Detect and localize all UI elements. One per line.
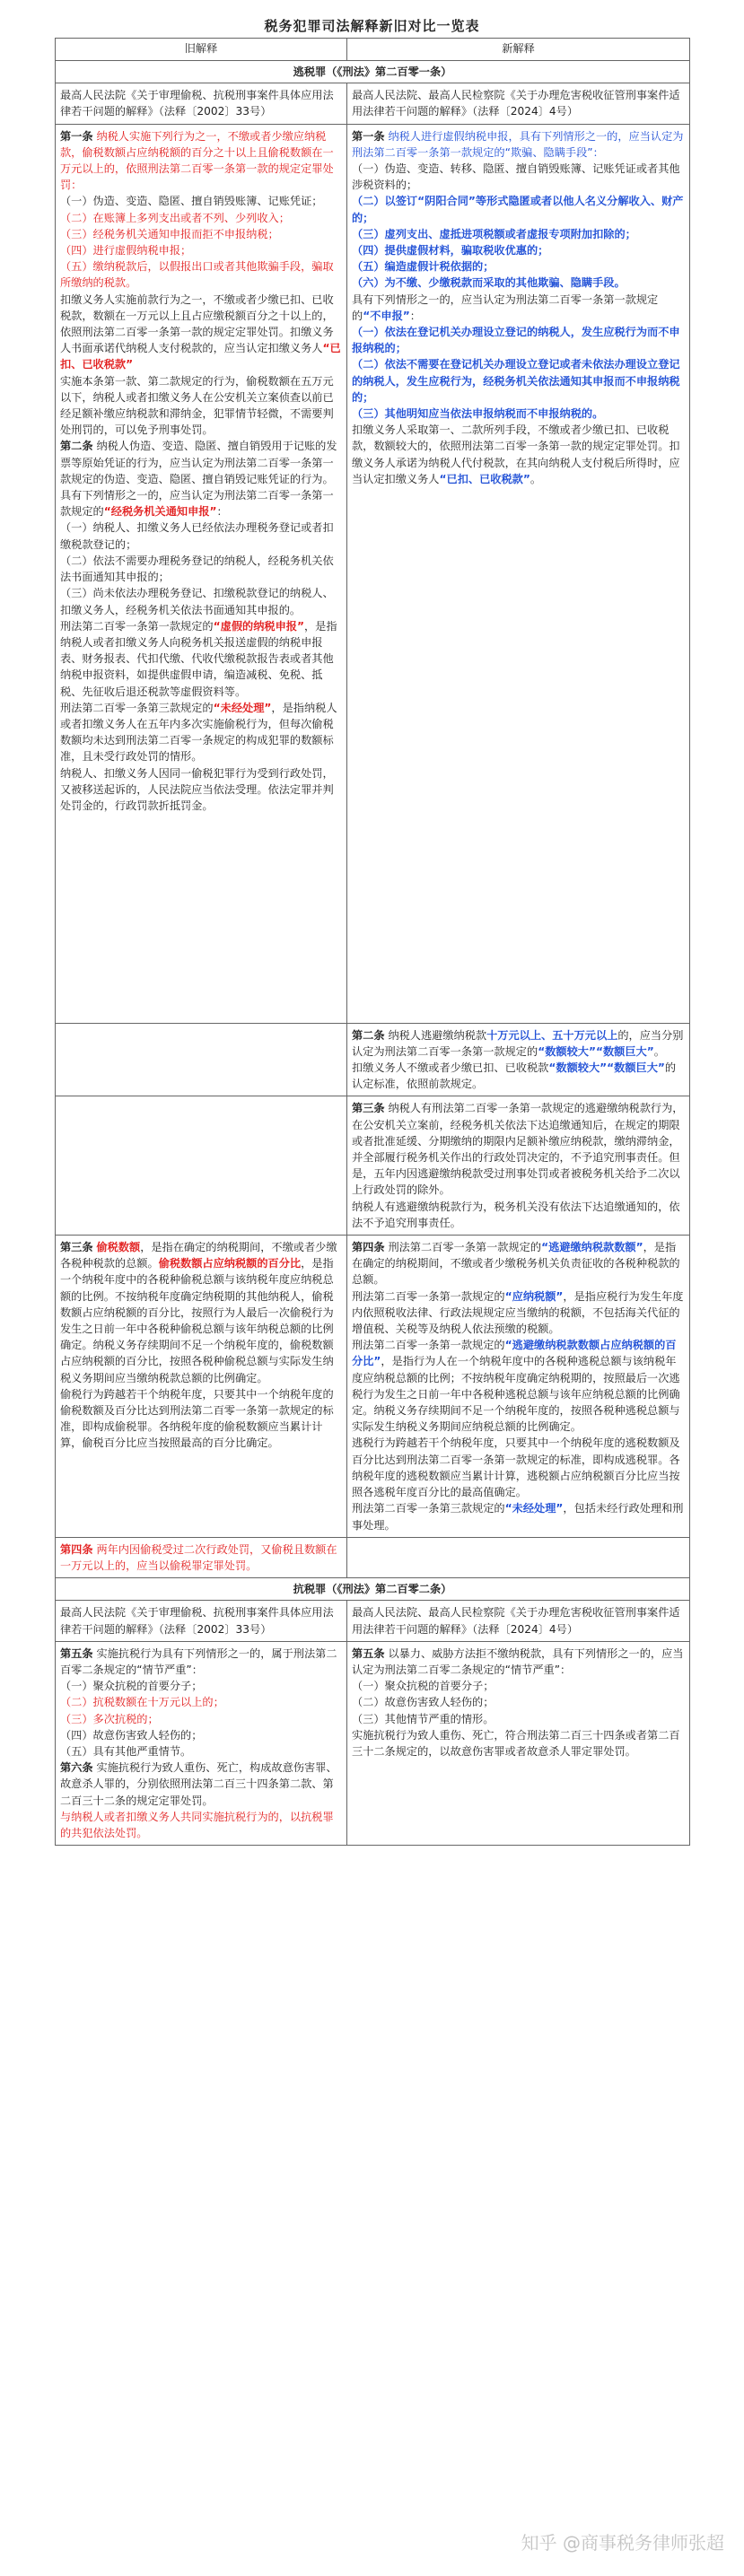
- old-art1-head: 第一条: [60, 129, 93, 143]
- old-art1-lead: 纳税人实施下列行为之一，不缴或者少缴应纳税款，偷税数额占应纳税额的百分之十以上且偷税数额在一万元以上的，依照刑法第二百零一条第一款的规定定罪处罚：: [60, 129, 334, 192]
- new-art4-p3b: “逃避缴纳税款数额占应纳税额的百分比”: [352, 1339, 677, 1368]
- old-art2-p11: 纳税人、扣缴义务人因同一偷税犯罪行为受到行政处罚，又被移送起诉的，人民法院应当依法受理。依法定罪并判处罚金的，行政罚款折抵罚金。: [60, 766, 334, 812]
- list-item: （二）在账簿上多列支出或者不列、少列收入；: [60, 211, 290, 224]
- table-row: [56, 1023, 690, 1096]
- list-item: （三）经税务机关通知申报而拒不申报纳税；: [60, 227, 279, 240]
- list-item: （三）其他明知应当依法申报纳税而不申报纳税的。: [352, 407, 604, 421]
- new-art5-lead: 以暴力、威胁方法拒不缴纳税款，具有下列情形之一的，应当认定为刑法第二百零二条规定的“情节严重”：: [352, 1646, 684, 1676]
- new-art4-p1c: ，是指在确定的纳税期间，不缴或者少缴税务机关负责征收的各税种税款的总额。: [352, 1241, 680, 1287]
- new-article-5: [347, 1641, 690, 1845]
- source-row: [56, 1601, 690, 1641]
- old-article-4: [56, 1537, 347, 1577]
- list-item: （二）抗税数额在十万元以上的；: [60, 1696, 224, 1709]
- old-art3-head: 第三条: [60, 1241, 93, 1254]
- source-old: 最高人民法院《关于审理偷税、抗税刑事案件具体应用法律若干问题的解释》（法释〔2002〕33号）: [56, 83, 347, 124]
- new-art2-p2a: 扣缴义务人不缴或者少缴已扣、已收税款: [352, 1061, 549, 1075]
- list-item: （五）编造虚假计税依据的；: [352, 260, 495, 274]
- list-item: （三）尚未依法办理税务登记、扣缴税款登记的纳税人、扣缴义务人，经税务机关依法书面通知其申报的。: [60, 587, 334, 616]
- list-item: （四）故意伤害致人轻伤的；: [60, 1728, 203, 1742]
- new-article-4: [347, 1236, 690, 1538]
- watermark: 知乎 @商事税务律师张超: [521, 2532, 724, 2554]
- new-art3-head: 第三条: [352, 1102, 385, 1115]
- old-art3-p1a: ，是指在确定的纳税期间，不缴或者少缴各税种税款的总额。: [60, 1241, 337, 1271]
- new-art4-p2b: “应纳税额”: [504, 1289, 564, 1303]
- new-art1-p2b: “不申报”: [363, 309, 410, 322]
- new-art1-lead: 纳税人进行虚假纳税申报，具有下列情形之一的，应当认定为刑法第二百零一条第一款规定的“欺骗、隐瞒手段”：: [352, 129, 684, 159]
- old-art2-p10b: “未经处理”: [213, 701, 272, 714]
- source-row: [56, 83, 690, 124]
- new-art2-p1c: 的，应当分别认定为刑法第二百零一条第一款规定的: [352, 1028, 684, 1058]
- new-art1-p2a: 具有下列情形之一的，应当认定为刑法第二百零一条第一款规定的: [352, 293, 659, 322]
- list-item: （一）伪造、变造、隐匿、擅自销毁账簿、记账凭证；: [60, 195, 323, 208]
- new-art5-p2: 实施抗税行为致人重伤、死亡，符合刑法第二百三十四条或者第二百三十二条规定的，以故意伤害罪或者故意杀人罪定罪处罚。: [352, 1728, 680, 1758]
- old-art6-body: 实施抗税行为致人重伤、死亡，构成故意伤害罪、故意杀人罪的，分别依照刑法第二百三十四条第二款、第二百三十二条的规定定罪处罚。: [60, 1761, 337, 1807]
- comparison-table: [55, 38, 690, 1846]
- old-art2-p5b: “经税务机关通知申报”: [103, 505, 217, 519]
- old-art2-p10a: 刑法第二百零一条第三款规定的: [60, 701, 214, 714]
- header-old: 旧解释: [56, 39, 347, 61]
- new-art4-p3c: ，是指行为人在一个纳税年度中的各税种逃税总额与该纳税年度应纳税总额的比例；不按纳税年度确定纳税期的，按照最后一次逃税行为发生之日前一年中各税种逃税总额与该年应纳税总额的比例确定。纳税义务存续期间不足一个纳税年度的，按照各税种逃税总额与实际发生纳税义务期间应纳税总额的比例确定。: [352, 1355, 680, 1434]
- new-art5-head: 第五条: [352, 1646, 385, 1660]
- table-row: [56, 124, 690, 1023]
- table-row: [56, 1641, 690, 1845]
- old-art2-p5a: 具有下列情形之一的，应当认定为刑法第二百零一条第一款规定的: [60, 489, 334, 519]
- document-title: 税务犯罪司法解释新旧对比一览表: [264, 18, 480, 34]
- new-art1-p6a: 扣缴义务人采取第一、二款所列手段，不缴或者少缴已扣、已收税款，数额较大的，依照刑法第二百零一条第一款的规定定罪处罚。扣缴义务人承诺为纳税人代付税款，在其向纳税人支付税后所得时，应当认定扣缴义务人: [352, 424, 680, 485]
- new-art4-p5a: 刑法第二百零一条第三款规定的: [352, 1502, 505, 1515]
- new-art3-p1: 纳税人有刑法第二百零一条第一款规定的逃避缴纳税款行为，在公安机关立案前，经税务机关依法下达追缴通知后，在规定的期限或者批准延缓、分期缴纳的期限内足额补缴应纳税款，缴纳滞纳金，并全部履行税务机关作出的行政处罚决定的，不予追究刑事责任。但是，五年内因逃避缴纳税款受过刑事处罚或者被税务机关给予二次以上行政处罚的除外。: [352, 1102, 684, 1197]
- new-article-3: [347, 1096, 690, 1236]
- header-new: 新解释: [347, 39, 690, 61]
- new-art2-p1a: 纳税人逃避缴纳税款: [388, 1028, 487, 1042]
- table-row: [56, 1096, 690, 1236]
- old-art3-p1c: ，是指一个纳税年度中的各税种偷税总额与该纳税年度应纳税总额的比例。不按纳税年度确定纳税期的其他纳税人，偷税数额占应纳税额的百分比，按照行为人最后一次偷税行为发生之日前一年中各税种偷税总额与该年纳税总额的比例确定。纳税义务存续期间不足一个纳税年度的，偷税数额占应纳税额的百分比，按照各税种偷税总额与实际发生纳税义务期间应当缴纳税款总额的比例确定。: [60, 1257, 334, 1384]
- list-item: （五）缴纳税款后，以假报出口或者其他欺骗手段，骗取所缴纳的税款。: [60, 260, 334, 290]
- old-art3-h2: 偷税数额: [96, 1241, 141, 1254]
- old-art1-p3: 实施本条第一款、第二款规定的行为，偷税数额在五万元以下，纳税人或者扣缴义务人在公安机关立案侦查以前已经足额补缴应纳税款和滞纳金，犯罪情节轻微，不需要判处刑罚的，可以免予刑事处罚。: [60, 374, 334, 437]
- list-item: （一）纳税人、扣缴义务人已经依法办理税务登记或者扣缴税款登记的；: [60, 521, 334, 551]
- old-article-1: [56, 124, 347, 1023]
- old-art2-p9c: ，是指纳税人或者扣缴义务人向税务机关报送虚假的纳税申报表、财务报表、代扣代缴、代收代缴税款报告表或者其他纳税申报资料，如提供虚假申请，编造减税、免税、抵税、先征收后退还税款等虚假资料等。: [60, 619, 337, 698]
- list-item: （一）依法在登记机关办理设立登记的纳税人，发生应税行为而不申报纳税的；: [352, 326, 680, 355]
- old-art2-p5c: ：: [216, 505, 228, 519]
- section-title-tax-resistance: 抗税罪（《刑法》第二百零二条）: [56, 1578, 690, 1601]
- old-art4-head: 第四条: [60, 1542, 93, 1556]
- old-art1-p2b: “已扣、已收税款”: [60, 342, 341, 371]
- new-art1-p6b: “已扣、已收税款”: [439, 472, 530, 485]
- old-art5-lead: 实施抗税行为具有下列情形之一的，属于刑法第二百零二条规定的“情节严重”：: [60, 1646, 337, 1676]
- list-item: （三）虚列支出、虚抵进项税额或者虚报专项附加扣除的；: [352, 227, 636, 240]
- new-art3-p2: 纳税人有逃避缴纳税款行为，税务机关没有依法下达追缴通知的，依法不予追究刑事责任。: [352, 1200, 680, 1229]
- list-item: （一）聚众抗税的首要分子；: [60, 1680, 203, 1693]
- new-art1-head: 第一条: [352, 129, 385, 143]
- old-art5-head: 第五条: [60, 1646, 93, 1660]
- new-art4-p1b: “逃避缴纳税款数额”: [541, 1241, 643, 1254]
- source-old: 最高人民法院《关于审理偷税、抗税刑事案件具体应用法律若干问题的解释》（法释〔2002〕33号）: [56, 1601, 347, 1641]
- new-art4-p1a: 刑法第二百零一条第一款规定的: [388, 1241, 542, 1254]
- new-art2-p2c: 的认定标准，依照前款规定。: [352, 1061, 677, 1091]
- source-new: 最高人民法院、最高人民检察院《关于办理危害税收征管刑事案件适用法律若干问题的解释》（法释〔2024〕4号）: [347, 1601, 690, 1641]
- new-art4-p2c: ，是指应税行为发生年度内依照税收法律、行政法规规定应当缴纳的税额，不包括海关代征的增值税、关税等及纳税人依法预缴的税额。: [352, 1289, 684, 1336]
- section-title-tax-evasion: 逃税罪（《刑法》第二百零一条）: [56, 61, 690, 83]
- list-item: （四）提供虚假材料，骗取税收优惠的；: [352, 244, 549, 258]
- new-art1-p6c: 。: [530, 472, 542, 485]
- new-art4-p3a: 刑法第二百零一条第一款规定的: [352, 1339, 505, 1352]
- new-art2-p1d: “数额较大”“数额巨大”: [538, 1044, 654, 1058]
- source-new: 最高人民法院、最高人民检察院《关于办理危害税收征管刑事案件适用法律若干问题的解释》（法释〔2024〕4号）: [347, 83, 690, 124]
- old-empty-cell: [56, 1096, 347, 1236]
- old-art2-p9b: “虚假的纳税申报”: [213, 619, 304, 633]
- table-header-row: [56, 39, 690, 61]
- list-item: （二）依法不需要在登记机关办理设立登记或者未依法办理设立登记的纳税人，发生应税行为，经税务机关依法通知其申报而不申报纳税的；: [352, 358, 680, 404]
- old-art3-p2: 偷税行为跨越若干个纳税年度，只要其中一个纳税年度的偷税数额及百分比达到刑法第二百零一条第一款规定的标准，即构成偷税罪。各纳税年度的偷税数额应当累计计算，偷税百分比应当按照最高的百分比确定。: [60, 1387, 334, 1450]
- new-art2-p1e: 。: [653, 1044, 665, 1058]
- new-article-2: [347, 1023, 690, 1096]
- new-art2-p2b: “数额较大”“数额巨大”: [548, 1061, 665, 1075]
- list-item: （五）具有其他严重情节。: [60, 1744, 192, 1758]
- old-art4-p1: 两年内因偷税受过二次行政处罚，又偷税且数额在一万元以上的，应当以偷税罪定罪处罚。: [60, 1542, 337, 1572]
- old-art2-body: 纳税人伪造、变造、隐匿、擅自销毁用于记账的发票等原始凭证的行为，应当认定为刑法第二百零一条第一款规定的伪造、变造、隐匿、擅自销毁记账凭证的行为。: [60, 440, 337, 485]
- old-art2-p9a: 刑法第二百零一条第一款规定的: [60, 619, 214, 633]
- old-art2-head: 第二条: [60, 440, 93, 453]
- old-art2-p10c: ，是指纳税人或者扣缴义务人在五年内多次实施偷税行为，但每次偷税数额均未达到刑法第二百零一条规定的构成犯罪的数额标准，且未受行政处罚的情形。: [60, 701, 337, 764]
- list-item: （三）多次抗税的；: [60, 1712, 159, 1725]
- list-item: （三）其他情节严重的情形。: [352, 1712, 495, 1725]
- list-item: （二）以签订“阴阳合同”等形式隐匿或者以他人名义分解收入、财产的；: [352, 195, 684, 224]
- new-art4-p5b: “未经处理”: [504, 1502, 564, 1515]
- section-row-tax-evasion: [56, 61, 690, 83]
- table-row: [56, 1537, 690, 1577]
- list-item: （六）为不缴、少缴税款而采取的其他欺骗、隐瞒手段。: [352, 276, 626, 290]
- new-art4-p5c: ，包括未经行政处理和刑事处理。: [352, 1502, 684, 1532]
- old-art3-p1b: 偷税数额占应纳税额的百分比: [158, 1257, 302, 1271]
- old-article-5: [56, 1641, 347, 1845]
- new-article-1: [347, 124, 690, 1023]
- old-empty-cell: [56, 1023, 347, 1096]
- new-art4-p4: 逃税行为跨越若干个纳税年度，只要其中一个纳税年度的逃税数额及百分比达到刑法第二百零一条第一款规定的标准，即构成逃税罪。各纳税年度的逃税数额应当累计计算，逃税额占应纳税额百分比应当按照各逃税年度百分比的最高值确定。: [352, 1436, 680, 1499]
- new-art4-head: 第四条: [352, 1241, 385, 1254]
- old-art1-p2a: 扣缴义务人实施前款行为之一，不缴或者少缴已扣、已收税款，数额在一万元以上且占应缴税额百分之十以上的，依照刑法第二百零一条第一款的规定定罪处罚。扣缴义务人书面承诺代纳税人支付税款的，应当认定扣缴义务人: [60, 293, 334, 355]
- old-article-3: [56, 1236, 347, 1538]
- list-item: （二）故意伤害致人轻伤的；: [352, 1696, 495, 1709]
- new-art4-p2a: 刑法第二百零一条第一款规定的: [352, 1289, 505, 1303]
- section-row-tax-resistance: [56, 1578, 690, 1601]
- new-empty-cell: [347, 1537, 690, 1577]
- list-item: （一）聚众抗税的首要分子；: [352, 1680, 495, 1693]
- new-art1-p2c: ：: [409, 309, 421, 322]
- table-row: [56, 1236, 690, 1538]
- list-item: （一）伪造、变造、转移、隐匿、擅自销毁账簿、记账凭证或者其他涉税资料的；: [352, 162, 680, 192]
- list-item: （四）进行虚假纳税申报；: [60, 244, 192, 258]
- new-art2-head: 第二条: [352, 1028, 385, 1042]
- list-item: （二）依法不需要办理税务登记的纳税人，经税务机关依法书面通知其申报的；: [60, 554, 334, 584]
- new-art2-p1b: 十万元以上、五十万元以上: [486, 1028, 618, 1042]
- old-art6-p7: 与纳税人或者扣缴义务人共同实施抗税行为的，以抗税罪的共犯依法处罚。: [60, 1810, 334, 1839]
- old-art6-head: 第六条: [60, 1761, 93, 1775]
